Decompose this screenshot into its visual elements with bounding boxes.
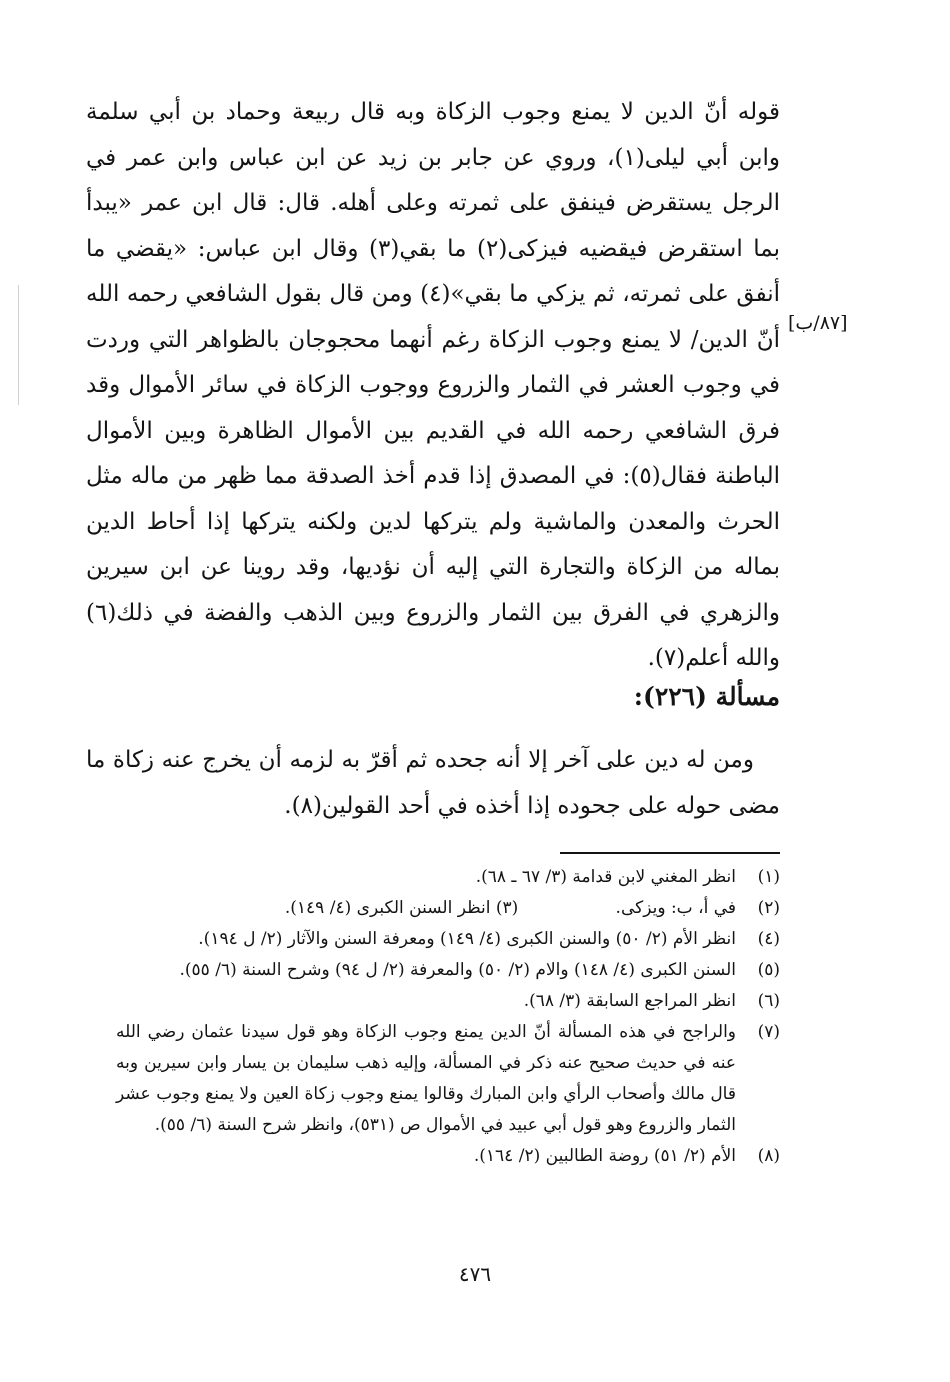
section-heading: مسألة (٢٢٦): xyxy=(633,682,780,711)
footnote-number: (٦) xyxy=(757,991,780,1011)
footnote xyxy=(116,1017,780,1141)
footnote-text: انظر الأم (٢/ ٥٠) والسنن الكبرى (٤/ ١٤٩) ومعرفة السنن والآثار (٢/ ل ١٩٤). xyxy=(198,929,736,949)
footnote-number: (٤) xyxy=(757,929,780,949)
footnote xyxy=(116,986,780,1017)
masala-text xyxy=(86,738,780,829)
manuscript-folio-marker: [٨٧/ب] xyxy=(788,312,848,334)
main-text xyxy=(86,90,780,682)
footnote-text: في أ، ب: ويزكى. (٣) انظر السنن الكبرى (٤/ ١٤٩). xyxy=(284,898,736,918)
footnote xyxy=(116,893,780,924)
footnote-separator xyxy=(560,852,780,854)
body-paragraph: قوله أنّ الدين لا يمنع وجوب الزكاة وبه قال ربيعة وحماد بن أبي سلمة وابن أبي ليلى(١)، وروي عن جابر بن زيد عن ابن عباس وابن عمر في الرجل يستقرض فينفق على ثمرته وعلى أهله. قال: قال ابن عمر «يبدأ بما استقرض فيقضيه فيزكى(٢) ما بقي(٣) وقال ابن عباس: «يقضي ما أنفق على ثمرته، ثم يزكي ما بقي»(٤) ومن قال بقول الشافعي رحمه الله أنّ الدين/ لا يمنع وجوب الزكاة رغم أنهما محجوجان بالظواهر التي وردت في وجوب العشر في الثمار والزروع ووجوب الزكاة في سائر الأموال وقد فرق الشافعي رحمه الله في القديم بين الأموال الظاهرة وبين الأموال الباطنة فقال(٥): في المصدق إذا قدم أخذ الصدقة مما ظهر من ماله مثل الحرث والمعدن والماشية ولم يتركها لدين ولكنه يتركها إذا أحاط الدين بماله من الزكاة والتجارة التي إليه أن نؤديها، وقد روينا عن ابن سيرين والزهري في الفرق بين الثمار والزروع وبين الذهب والفضة في ذلك(٦) والله أعلم(٧). xyxy=(86,99,780,671)
footnote-number: (٧) xyxy=(757,1022,780,1042)
footnote-number: (٢) xyxy=(757,898,780,918)
masala-paragraph: ومن له دين على آخر إلا أنه جحده ثم أقرّ به لزمه أن يخرج عنه زكاة ما مضى حوله على جحوده إذا أخذه في أحد القولين(٨). xyxy=(86,747,780,819)
footnote-text: انظر المغني لابن قدامة (٣/ ٦٧ ـ ٦٨). xyxy=(475,867,736,887)
footnote-text: السنن الكبرى (٤/ ١٤٨) والام (٢/ ٥٠) والمعرفة (٢/ ل ٩٤) وشرح السنة (٦/ ٥٥). xyxy=(179,960,736,980)
footnote-number: (٥) xyxy=(757,960,780,980)
footnote-number: (٨) xyxy=(757,1146,780,1166)
footnotes xyxy=(116,862,780,1172)
footnote xyxy=(116,1141,780,1172)
footnote-text: والراجح في هذه المسألة أنّ الدين يمنع وجوب الزكاة وهو قول سيدنا عثمان رضي الله عنه في حديث صحيح عنه ذكر في المسألة، وإليه ذهب سليمان بن يسار وابن سيرين وبه قال مالك وأصحاب الرأي وابن المبارك وقالوا يمنع وجوب زكاة العين ولا يمنع وجوب عشر الثمار والزروع وهو قول أبي عبيد في الأموال ص (٥٣١)، وانظر شرح السنة (٦/ ٥٥). xyxy=(116,1022,736,1135)
footnote-number: (١) xyxy=(757,867,780,887)
footnote xyxy=(116,924,780,955)
page-number: ٤٧٦ xyxy=(458,1262,492,1286)
margin-line xyxy=(18,285,19,405)
footnote-text: انظر المراجع السابقة (٣/ ٦٨). xyxy=(523,991,736,1011)
footnote-text: الأم (٢/ ٥١) روضة الطالبين (٢/ ١٦٤). xyxy=(473,1146,736,1166)
footnote xyxy=(116,955,780,986)
footnote xyxy=(116,862,780,893)
